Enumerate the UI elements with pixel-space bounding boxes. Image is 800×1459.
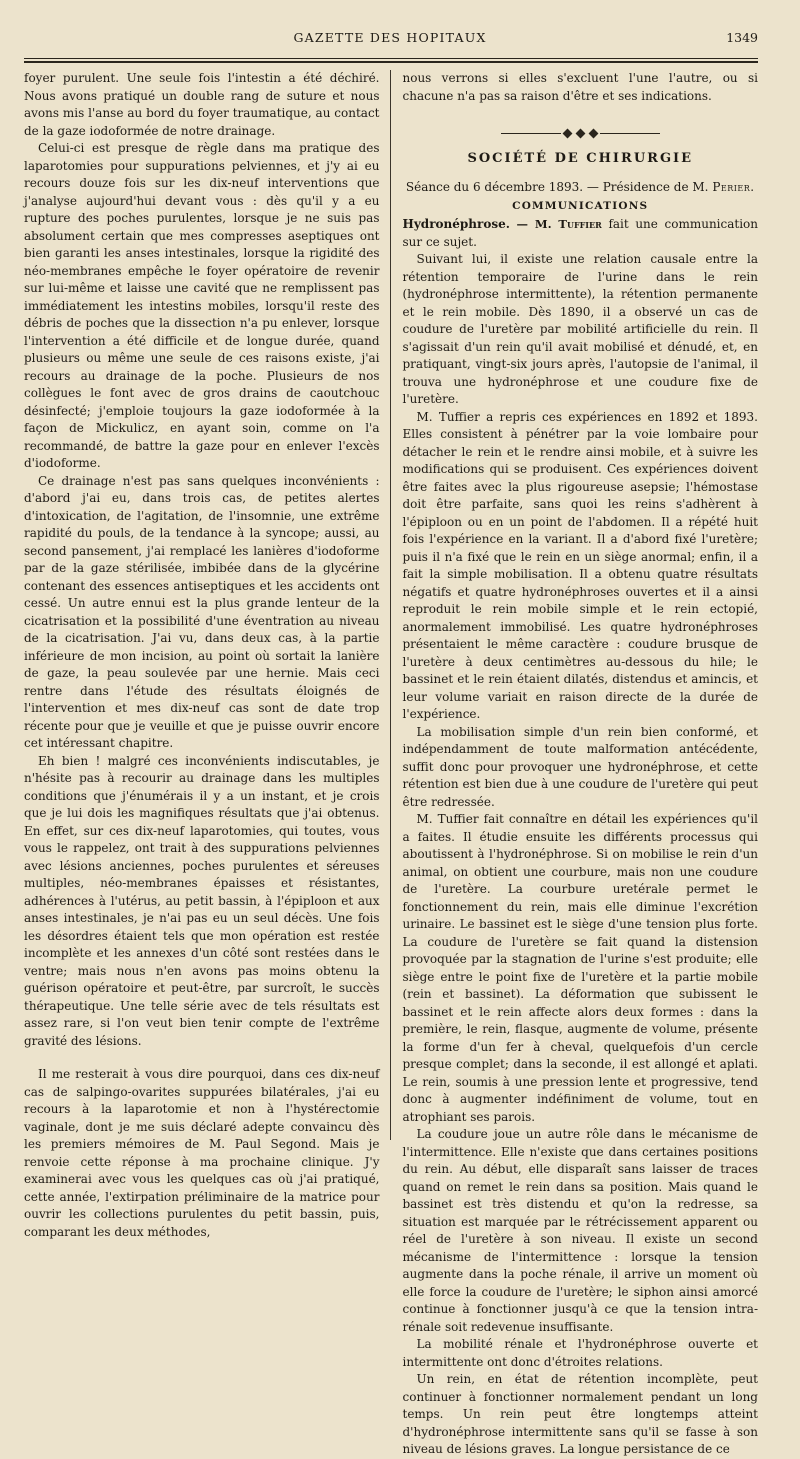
paragraph: Suivant lui, il existe une relation causale entre la rétention temporaire de l'urine dans le rein (hydronéphrose intermittente), la rétention permanente et le rein mobile. Dès 1890, il a observé un cas de coudure de l'uretère par mobilité artificielle du rein. Il s'agissait d'un rein qu'il avait mobilisé et dénudé, et, en pratiquant, vingt-six jours après, l'autopsie de l'animal, il trouva une hydronéphrose et une coudure fixe de l'uretère. bbox=[402, 252, 758, 406]
lead-paragraph bbox=[403, 216, 759, 251]
lead-term: Hydronéphrose. bbox=[402, 217, 510, 231]
seance-text: Séance du 6 décembre 1893. — Présidence de M. bbox=[405, 180, 709, 194]
text-columns bbox=[24, 70, 758, 1456]
right-column bbox=[390, 70, 759, 1456]
paragraph: Eh bien ! malgré ces inconvénients indiscutables, je n'hésite pas à recourir au drainage dans les multiples conditions que j'énumérais il y a un instant, et je crois que je lui dois les magnifiques résultats que j'ai obtenus. En effet, sur ces dix-neuf laparotomies, qui toutes, vous vous le rappelez, ont trait à des suppurations pelviennes avec lésions anciennes, poches purulentes et séreuses multiples, néo-membranes épaisses et résistantes, adhérences à l'utérus, au petit bassin, à l'épiploon et aux anses intestinales, je n'ai pas eu un seul décès. Une fois les désordres étaient tels que mon opération est restée incomplète et les annexes d'un côté sont restées dans le ventre; mais nous n'en avons pas moins obtenu la guérison opératoire et peut-être, par surcroît, le succès thérapeutique. Une telle série avec de tels résultats est assez rare, si l'on veut bien tenir compte de l'extrême gravité des lésions. bbox=[24, 753, 380, 1048]
ornament-diamond-icon bbox=[562, 128, 572, 138]
lead-rest: fait une communication sur ce sujet. bbox=[402, 217, 758, 249]
president-name: Perier. bbox=[712, 180, 755, 194]
page-header bbox=[22, 30, 758, 52]
paragraph: M. Tuffier fait connaître en détail les expériences qu'il a faites. Il étudie ensuite les différents processus qui aboutissent à l'hydronéphrose. Si on mobilise le rein d'un animal, on obtient une courbure, mais non une coudure de l'uretère. La courbure uretérale permet le fonctionnement du rein, mais elle diminue l'excrétion urinaire. Le bassinet est le siège d'une tension plus forte. La coudure de l'uretère se fait quand la distension provoquée par la stagnation de l'urine s'est produite; elle siège entre le point fixe de l'uretère et la partie mobile (rein et bassinet). La déformation que subissent le bassinet et le rein affecte alors deux formes : dans la première, le rein, flasque, augmente de volume, présente la forme d'un fer à cheval, quelquefois d'un cercle presque complet; dans la seconde, il est allongé et aplati. Le rein, soumis à une pression lente et progressive, tend donc à augmenter indéfiniment de volume, tout en atrophiant ses parois. bbox=[402, 812, 758, 1124]
ornament-diamond-icon bbox=[588, 128, 598, 138]
paragraph: nous verrons si elles s'excluent l'une l'autre, ou si chacune n'a pas sa raison d'être et ses indications. bbox=[402, 71, 758, 103]
ornament-line bbox=[600, 133, 660, 134]
header-rule bbox=[24, 58, 758, 63]
society-title: SOCIÉTÉ DE CHIRURGIE bbox=[467, 151, 694, 166]
paragraph: La coudure joue un autre rôle dans le mécanisme de l'intermittence. Elle n'existe que dans certaines positions du rein. Au début, elle disparaît sans laisser de traces quand on remet le rein dans sa position. Mais quand le bassinet est très distendu et qu'on la redresse, sa situation est marquée par le rétrécissement apparent ou réel de l'uretère à son niveau. Il existe un second mécanisme de l'intermittence : lorsque la tension augmente dans la poche rénale, il arrive un moment où elle force la coudure de l'uretère; le siphon ainsi amorcé continue à fonctionner jusqu'à ce que la tension intra-rénale soit redevenue insuffisante. bbox=[402, 1127, 758, 1334]
left-column bbox=[24, 70, 390, 1239]
paragraph: La mobilité rénale et l'hydronéphrose ouverte et intermittente ont donc d'étroites relations. bbox=[402, 1337, 758, 1369]
ornament-diamond-icon bbox=[575, 128, 585, 138]
section-ornament bbox=[403, 129, 759, 137]
paragraph: Un rein, en état de rétention incomplète, peut continuer à fonctionner normalement pendant un long temps. Un rein peut être longtemps atteint d'hydronéphrose intermittente sans qu'il se fasse à son niveau de lésions graves. La longue persistance de ce bbox=[402, 1372, 758, 1456]
paragraph: foyer purulent. Une seule fois l'intestin a été déchiré. Nous avons pratiqué un double rang de suture et nous avons mis l'anse au bord du foyer traumatique, au contact de la gaze iodoformée de notre drainage. bbox=[24, 71, 380, 138]
paragraph: La mobilisation simple d'un rein bien conformé, et indépendamment de toute malformation antécédente, suffit donc pour provoquer une hydronéphrose, et cette rétention est bien due à une coudure de l'uretère qui peut être redressée. bbox=[402, 724, 758, 809]
section-heading: COMMUNICATIONS bbox=[512, 200, 649, 212]
paragraph: Il me resterait à vous dire pourquoi, dans ces dix-neuf cas de salpingo-ovarites suppurées bilatérales, j'ai eu recours à la laparotomie et non à l'hystérectomie vaginale, dont je me suis déclaré adepte convaincu dès les premiers mémoires de M. Paul Segond. Mais je renvoie cette réponse à ma prochaine clinique. J'y examinerai avec vous les quelques cas où j'ai pratiqué, cette année, l'extirpation préliminaire de la matrice pour ouvrir les collections purulentes du petit bassin, puis, comparant les deux méthodes, bbox=[24, 1067, 380, 1239]
paragraph: Celui-ci est presque de règle dans ma pratique des laparotomies pour suppurations pelviennes, et j'y ai eu recours douze fois sur les dix-neuf interventions que j'analyse aujourd'hui devant vous : dès qu'il y a eu rupture des poches purulentes, lorsque je ne suis pas absolument certain que mes compresses aseptiques ont bien garanti les anses intestinales, lorsque la rigidité des néo-membranes empêche le foyer opératoire de revenir sur lui-même et laisse une cavité que ne remplissent pas immédiatement les intestins mobiles, lorsqu'il reste des débris de poches que la dissection n'a pu enlever, lorsque l'intervention a été difficile et de longue durée, quand plusieurs ou même une seule de ces raisons existe, j'ai recours au drainage de la poche. Plusieurs de nos collègues le font avec de gros drains de caoutchouc désinfecté; j'emploie toujours la gaze iodoformée à la façon de Mickulicz, en ayant soin, comme on l'a recommandé, de battre la gaze pour en enlever l'excès d'iodoforme. bbox=[24, 141, 380, 470]
page-number: 1349 bbox=[726, 30, 758, 45]
seance-line bbox=[403, 180, 759, 194]
ornament-line bbox=[501, 133, 561, 134]
paragraph: M. Tuffier a repris ces expériences en 1892 et 1893. Elles consistent à pénétrer par la voie lombaire pour détacher le rein et le rendre ainsi mobile, et à suivre les modifications qui se produisent. Ces expériences doivent être faites avec la plus rigoureuse asepsie; l'hémostase doit être parfaite, sans quoi les reins s'adhèrent à l'épiploon ou en un point de l'abdomen. Il a répété huit fois l'expérience en la variant. Il a d'abord fixé l'uretère; puis il n'a fixé que le rein en un siège anormal; enfin, il a fait la simple mobilisation. Il a obtenu quatre résultats négatifs et quatre hydronéphroses ouvertes et il a ainsi reproduit le rein mobile simple et le rein ectopié, anormalement immobilisé. Les quatre hydronéphroses présentaient le même caractère : coudure brusque de l'uretère à deux centimètres au-dessous du hile; le bassinet et le rein étaient dilatés, distendus et amincis, et leur volume variait en raison directe de la durée de l'expérience. bbox=[402, 409, 758, 721]
lead-author: — M. Tuffier bbox=[516, 217, 602, 231]
running-title: GAZETTE DES HOPITAUX bbox=[293, 30, 487, 45]
paragraph: Ce drainage n'est pas sans quelques inconvénients : d'abord j'ai eu, dans trois cas, de petites alertes d'intoxication, de l'agitation, de l'insomnie, une extrême rapidité du pouls, de la tendance à la syncope; aussi, au second pansement, j'ai remplacé les lanières d'iodoforme par de la gaze stérilisée, imbibée dans de la glycérine contenant des essences antiseptiques et les accidents ont cessé. Un autre ennui est la plus grande lenteur de la cicatrisation et la possibilité d'une éventration au niveau de la cicatrisation. J'ai vu, dans deux cas, à la partie inférieure de mon incision, au point où sortait la lanière de gaze, la peau soulevée par une hernie. Mais ceci rentre dans l'étude des résultats éloignés de l'intervention et mes dix-neuf cas sont de date trop récente pour que je veuille et que je puisse ouvrir encore cet intéressant chapitre. bbox=[24, 473, 380, 750]
